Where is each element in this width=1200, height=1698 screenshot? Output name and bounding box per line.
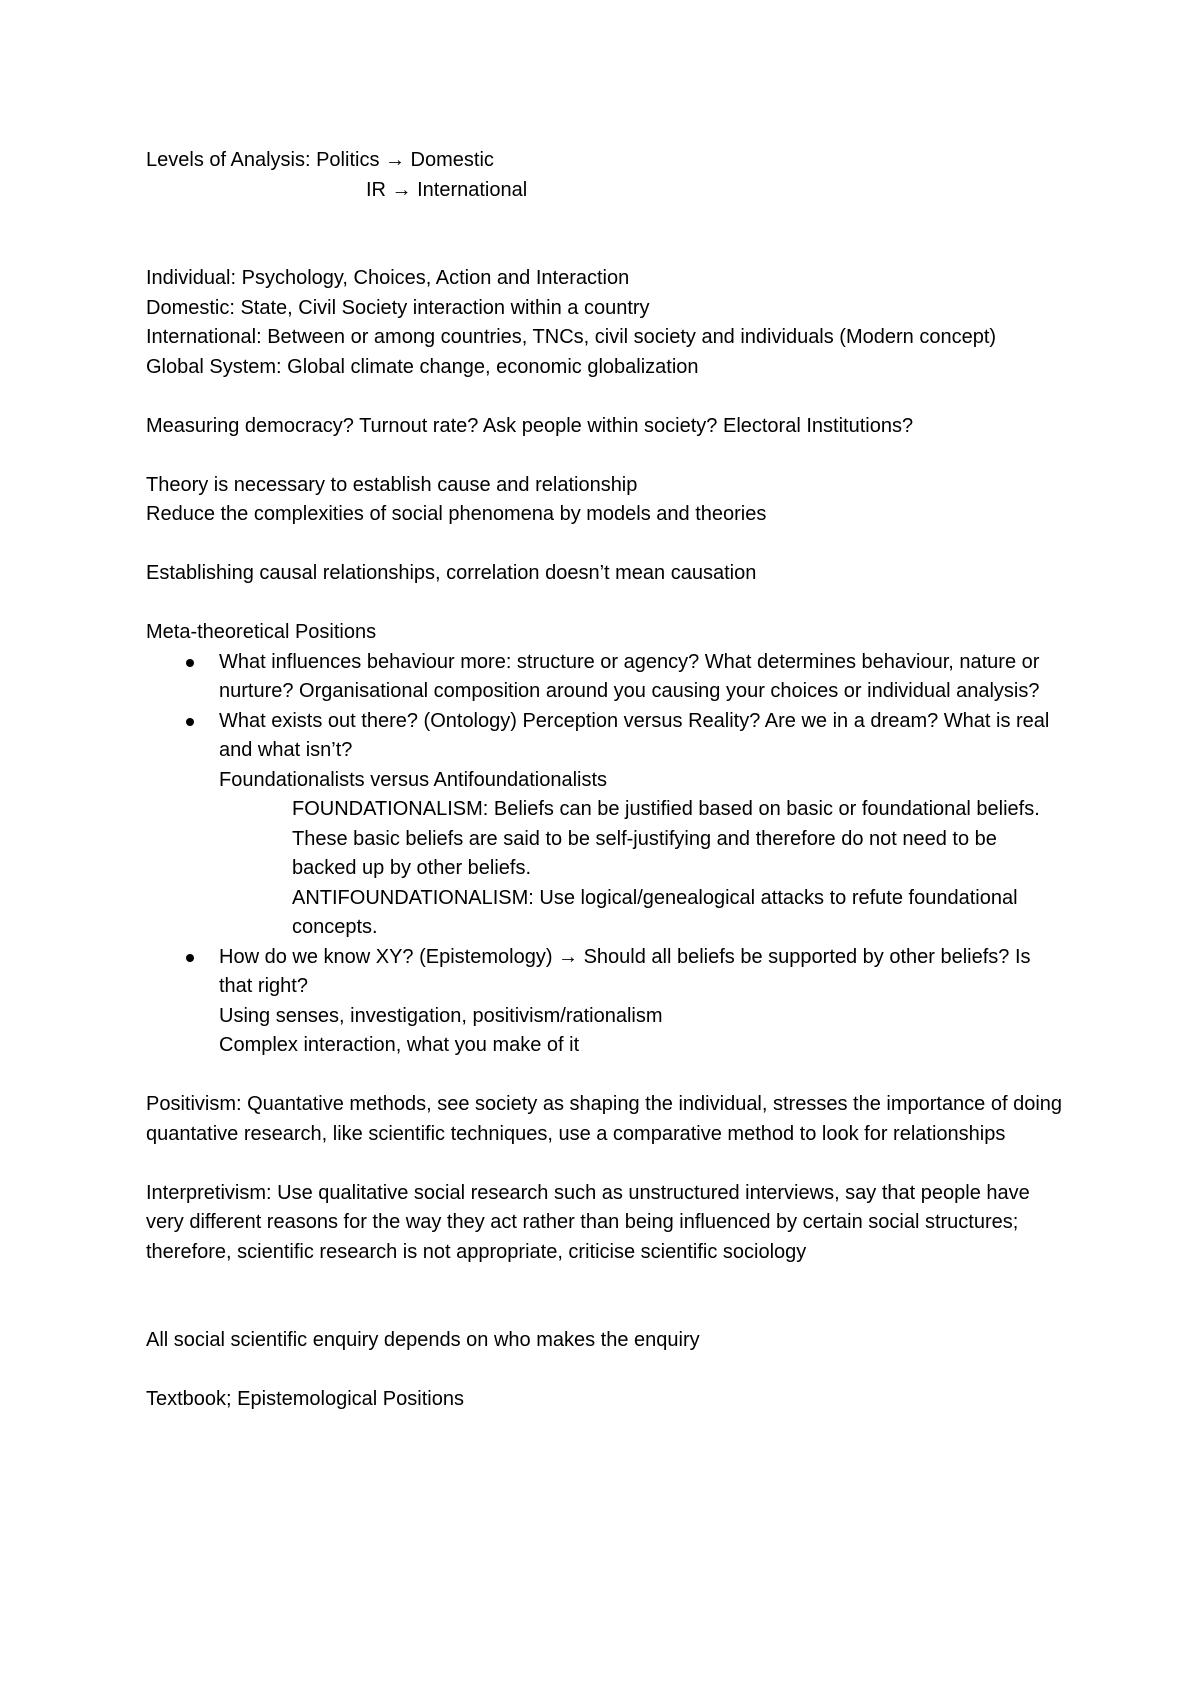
positivism-paragraph: Positivism: Quantative methods, see society as shaping the individual, stresses the importance of doing quantative research, like scientific techniques, use a comparative method to look for relationships — [146, 1093, 1063, 1145]
levels-heading-ir: IR → International — [366, 178, 528, 201]
measuring-democracy: Measuring democracy? Turnout rate? Ask people within society? Electoral Institutions? — [146, 414, 914, 437]
bullet-icon — [186, 954, 194, 962]
bullet-text-ontology: What exists out there? (Ontology) Perception versus Reality? Are we in a dream? What is real and what isn’t? — [219, 709, 1050, 761]
epistemology-methods: Using senses, investigation, positivism/rationalism — [219, 1004, 663, 1027]
spacer — [146, 441, 1066, 471]
document-body — [146, 146, 1066, 1415]
bullet-icon — [186, 718, 194, 726]
enquiry-statement: All social scientific enquiry depends on who makes the enquiry — [146, 1329, 700, 1351]
spacer — [146, 1356, 1066, 1386]
meta-bullet-list — [146, 648, 1066, 1061]
causal-relationships: Establishing causal relationships, correlation doesn’t mean causation — [146, 562, 757, 584]
list-item — [146, 943, 1066, 1061]
bullet-text-structure-agency: What influences behaviour more: structure or agency? What determines behaviour, nature or nurture? Organisational composition around you causing your choices or individual analysis? — [219, 650, 1040, 702]
spacer — [146, 1267, 1066, 1326]
bullet-text-epistemology: How do we know XY? (Epistemology) → Should all beliefs be supported by other beliefs? Is that right? — [219, 945, 1031, 997]
spacer — [146, 1061, 1066, 1091]
list-item — [146, 648, 1066, 707]
level-domestic: Domestic: State, Civil Society interaction within a country — [146, 296, 650, 319]
foundationalism-definition: FOUNDATIONALISM: Beliefs can be justified based on basic or foundational beliefs. These basic beliefs are said to be self-justifying and therefore do not need to be backed up by other beliefs. — [292, 798, 1040, 879]
spacer — [146, 530, 1066, 560]
antifoundationalism-definition: ANTIFOUNDATIONALISM: Use logical/genealogical attacks to refute foundational concepts. — [292, 886, 1018, 938]
list-item — [146, 707, 1066, 943]
meta-heading: Meta-theoretical Positions — [146, 621, 377, 643]
level-international: International: Between or among countries, TNCs, civil society and individuals (Modern concept) — [146, 326, 997, 348]
spacer — [146, 382, 1066, 412]
foundationalists-heading: Foundationalists versus Antifoundationalists — [219, 768, 608, 791]
theory-line-1: Theory is necessary to establish cause and relationship — [146, 473, 638, 496]
level-global-system: Global System: Global climate change, economic globalization — [146, 355, 699, 378]
spacer — [146, 589, 1066, 619]
interpretivism-paragraph: Interpretivism: Use qualitative social research such as unstructured interviews, say that people have very different reasons for the way they act rather than being influenced by certain social structures; therefore, scientific research is not appropriate, criticise scientific sociology — [146, 1181, 1030, 1263]
theory-line-2: Reduce the complexities of social phenomena by models and theories — [146, 503, 767, 525]
epistemology-interaction: Complex interaction, what you make of it — [219, 1034, 580, 1056]
spacer — [146, 205, 1066, 264]
level-individual: Individual: Psychology, Choices, Action and Interaction — [146, 267, 630, 289]
foundationalism-block — [219, 795, 1066, 943]
levels-heading: Levels of Analysis: Politics → Domestic — [146, 149, 494, 171]
spacer — [146, 1149, 1066, 1179]
bullet-icon — [186, 659, 194, 667]
textbook-reference: Textbook; Epistemological Positions — [146, 1388, 464, 1410]
